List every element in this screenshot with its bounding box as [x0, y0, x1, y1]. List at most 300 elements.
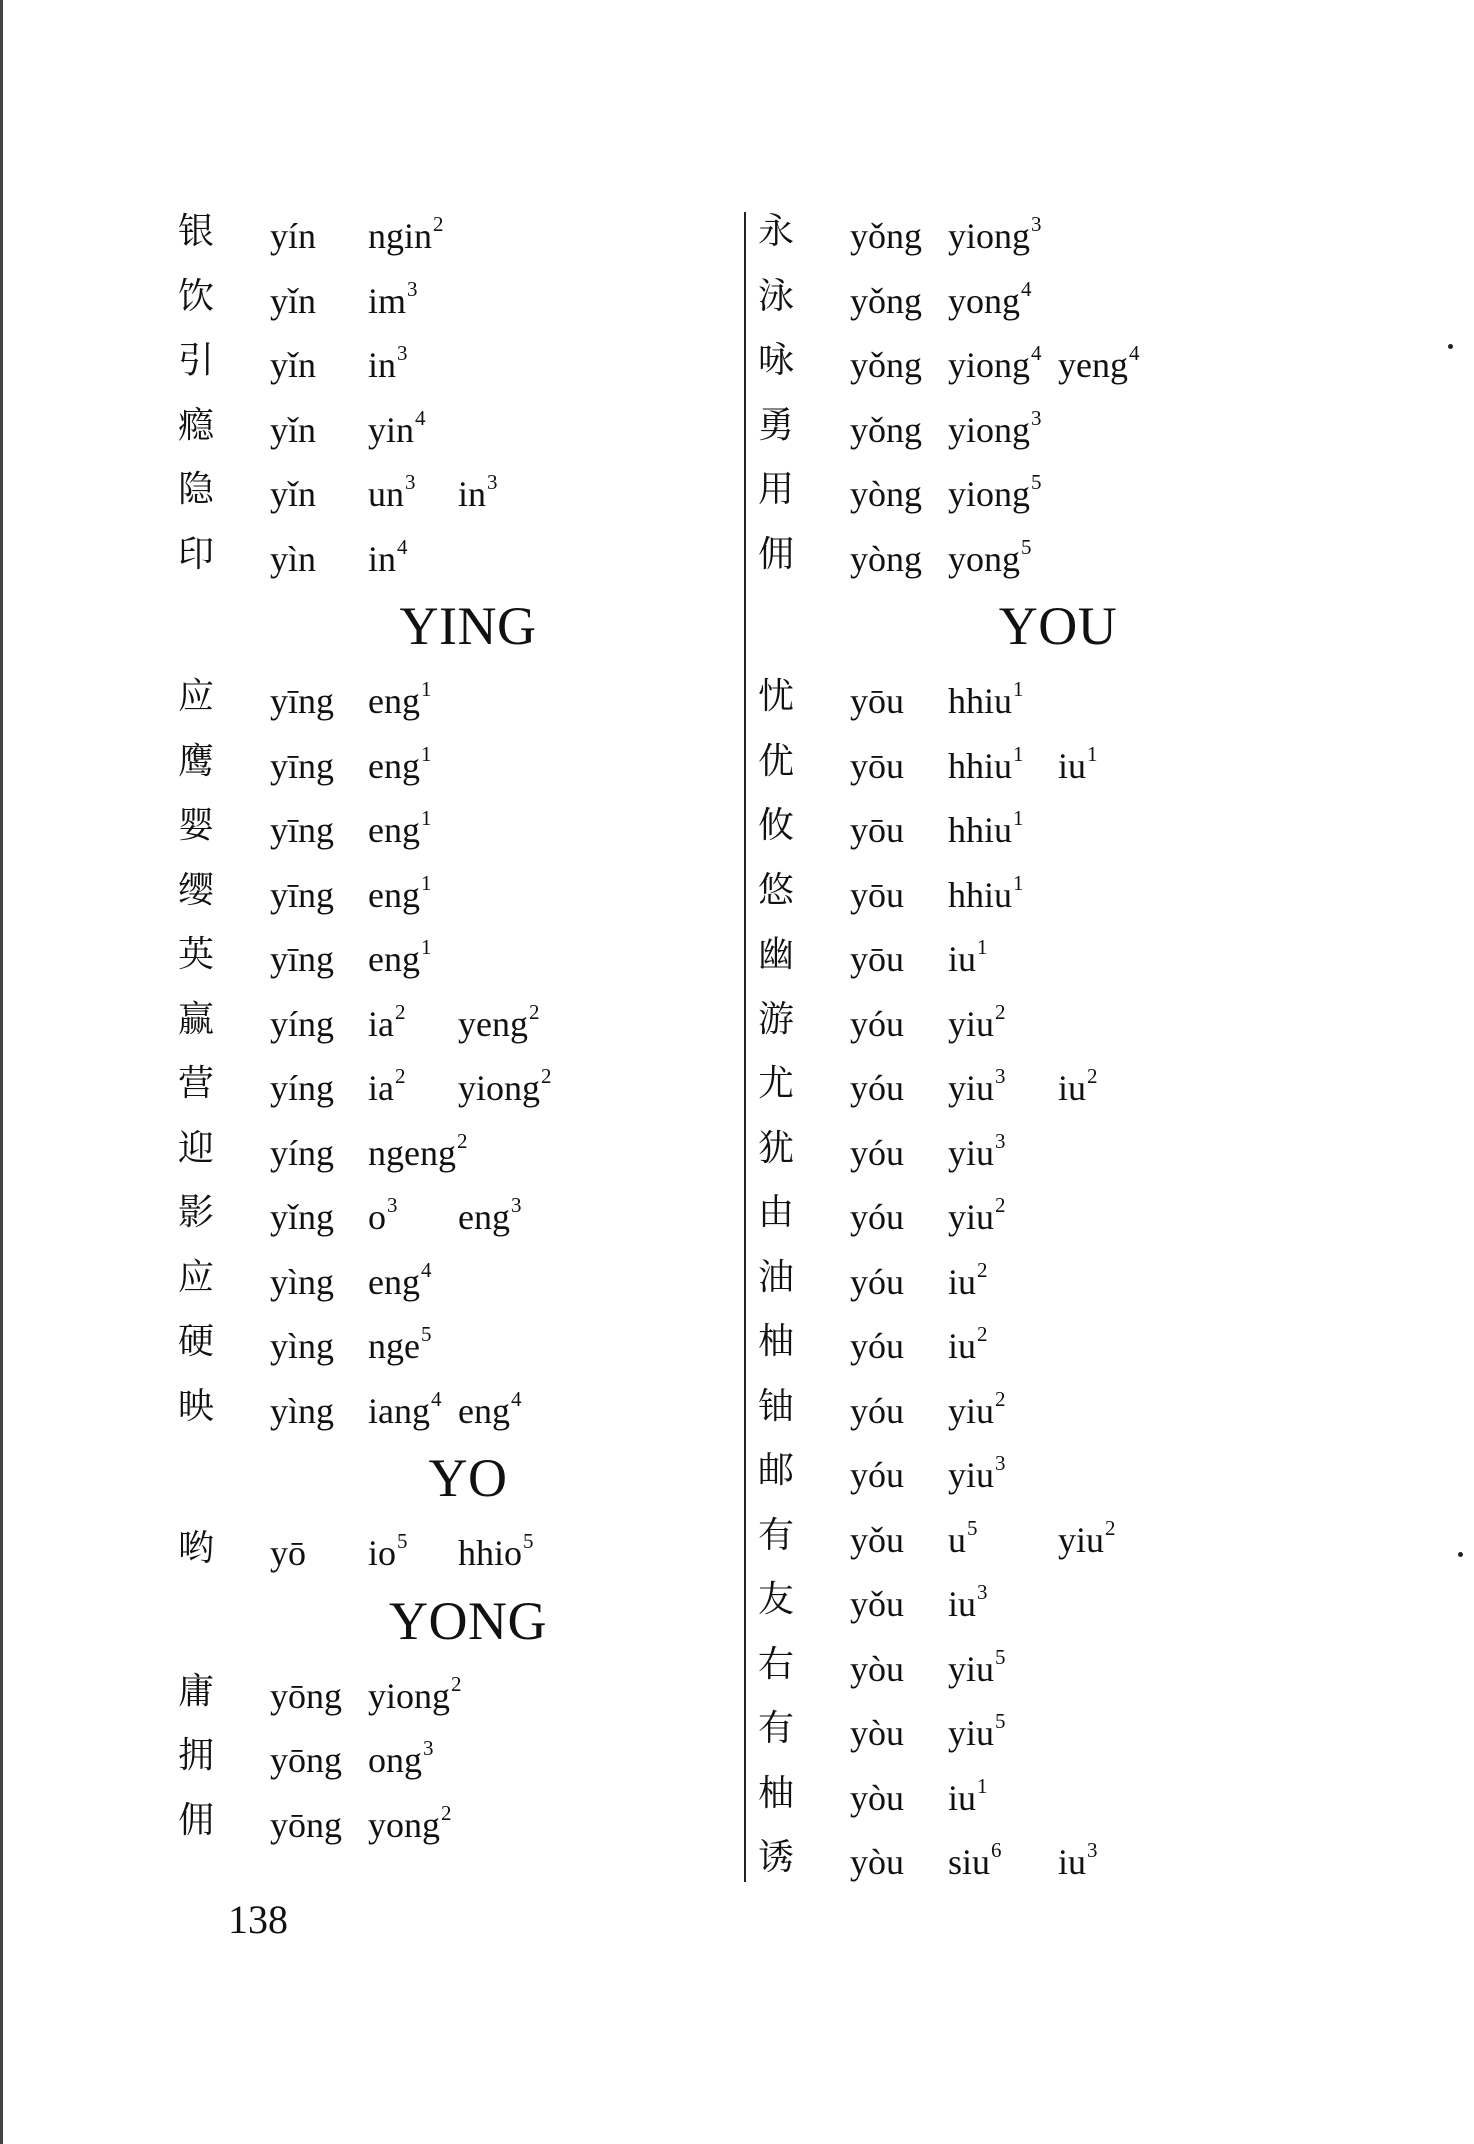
dictionary-entry — [758, 1762, 1318, 1827]
entry-dialect-reading — [1058, 1515, 1116, 1567]
reading-tone: 2 — [528, 999, 540, 1024]
dictionary-entry — [178, 1052, 718, 1117]
reading-text: ngeng — [368, 1132, 456, 1173]
dictionary-entry — [758, 988, 1318, 1053]
reading-text: yeng — [458, 1003, 528, 1044]
dictionary-entry — [758, 859, 1318, 924]
entry-dialect-reading — [948, 405, 1042, 457]
reading-tone: 5 — [995, 1644, 1006, 1669]
entry-dialect-reading — [948, 1066, 1006, 1115]
dictionary-entry — [178, 394, 718, 459]
reading-tone: 1 — [420, 677, 432, 701]
entry-pinyin: yō — [270, 1533, 306, 1573]
entry-pinyin: yìng — [270, 1326, 335, 1366]
reading-tone: 1 — [420, 870, 432, 895]
entry-dialect-reading — [458, 1195, 521, 1244]
dictionary-entry — [758, 1246, 1318, 1311]
entry-dialect-reading — [368, 679, 431, 728]
reading-tone: 3 — [995, 1128, 1006, 1153]
entry-pinyin: yǐn — [270, 409, 317, 450]
entry-character: 有 — [758, 1514, 795, 1556]
reading-text: yiong — [948, 345, 1031, 385]
reading-tone: 2 — [451, 1671, 462, 1696]
dictionary-entry — [178, 265, 718, 330]
entry-pinyin: yòng — [850, 538, 922, 579]
entry-dialect-reading — [368, 808, 431, 857]
reading-tone: 5 — [995, 1709, 1006, 1733]
reading-text: eng — [368, 874, 420, 915]
page-number: 138 — [228, 1897, 288, 1942]
entry-dialect-reading — [368, 1257, 432, 1309]
dictionary-entry — [178, 859, 718, 924]
reading-text: yiu — [948, 1713, 995, 1753]
entry-character: 硬 — [178, 1321, 215, 1362]
entry-pinyin: yǐn — [270, 345, 317, 385]
entry-pinyin: yǒu — [850, 1519, 904, 1560]
dictionary-entry — [178, 1181, 718, 1246]
reading-text: siu — [948, 1842, 991, 1882]
entry-dialect-reading — [948, 214, 1042, 263]
entry-character: 迎 — [178, 1127, 215, 1169]
reading-text: yong — [948, 280, 1020, 321]
entry-character: 铀 — [758, 1385, 795, 1427]
entry-character: 泳 — [758, 275, 795, 317]
reading-tone: 4 — [1031, 341, 1042, 365]
entry-pinyin: yíng — [270, 1003, 335, 1044]
reading-tone: 2 — [541, 1064, 552, 1088]
reading-tone: 4 — [1128, 341, 1140, 365]
entry-character: 佣 — [758, 533, 795, 575]
entry-dialect-reading — [948, 343, 1042, 392]
entry-dialect-reading — [368, 1738, 434, 1787]
dictionary-entry — [758, 1375, 1318, 1440]
entry-character: 攸 — [758, 805, 795, 846]
entry-dialect-reading — [368, 405, 426, 457]
reading-text: o — [368, 1197, 386, 1237]
reading-tone: 3 — [487, 470, 498, 494]
dictionary-entry — [758, 1310, 1318, 1375]
entry-character: 由 — [758, 1192, 795, 1233]
entry-pinyin: yìng — [270, 1390, 335, 1431]
entry-pinyin: yīng — [270, 745, 335, 786]
reading-tone: 1 — [1013, 677, 1024, 701]
entry-character: 鹰 — [178, 740, 215, 782]
entry-dialect-reading — [458, 1386, 522, 1438]
entry-character: 庸 — [178, 1670, 215, 1712]
reading-tone: 1 — [420, 806, 432, 830]
entry-pinyin: yóu — [850, 1003, 904, 1044]
dictionary-entry — [758, 1697, 1318, 1762]
reading-tone: 2 — [1087, 1064, 1098, 1088]
entry-dialect-reading — [948, 679, 1024, 728]
entry-character: 引 — [178, 340, 215, 381]
entry-dialect-reading — [458, 1531, 534, 1580]
dictionary-entry — [178, 1310, 718, 1375]
reading-tone: 2 — [977, 1322, 988, 1346]
entry-pinyin: yòu — [850, 1777, 904, 1818]
reading-text: eng — [458, 1197, 510, 1237]
reading-tone: 4 — [430, 1386, 442, 1411]
reading-text: hhiu — [948, 810, 1013, 850]
entry-pinyin: yóu — [850, 1197, 904, 1237]
entry-character: 柚 — [758, 1321, 795, 1362]
dictionary-entry — [758, 1568, 1318, 1633]
reading-tone: 3 — [387, 1193, 398, 1217]
entry-pinyin: yōng — [270, 1740, 342, 1780]
reading-text: iu — [948, 1261, 977, 1302]
entry-pinyin: yòng — [850, 474, 922, 514]
reading-text: in — [368, 345, 397, 385]
entry-dialect-reading — [458, 472, 498, 521]
reading-tone: 1 — [977, 1773, 988, 1798]
dictionary-entry — [758, 1181, 1318, 1246]
entry-dialect-reading — [948, 1582, 988, 1631]
entry-pinyin: yóu — [850, 1132, 904, 1173]
entry-pinyin: yǐng — [270, 1197, 335, 1237]
entry-character: 优 — [758, 740, 795, 782]
entry-pinyin: yòu — [850, 1648, 904, 1689]
reading-text: in — [368, 538, 397, 579]
reading-tone: 3 — [510, 1193, 522, 1217]
reading-text: iu — [948, 1584, 977, 1624]
entry-pinyin: yīng — [270, 681, 335, 721]
entry-dialect-reading — [948, 472, 1042, 521]
reading-text: iu — [948, 1326, 977, 1366]
entry-character: 佣 — [178, 1799, 215, 1841]
entry-pinyin: yóu — [850, 1390, 904, 1431]
dictionary-entry — [758, 1052, 1318, 1117]
entry-pinyin: yīng — [270, 874, 335, 915]
entry-character: 邮 — [758, 1450, 795, 1491]
reading-text: ong — [368, 1740, 422, 1780]
entry-dialect-reading — [948, 1773, 988, 1825]
reading-text: yiu — [1058, 1519, 1105, 1560]
entry-dialect-reading — [368, 999, 406, 1051]
reading-text: un — [368, 474, 404, 514]
entry-character: 营 — [178, 1063, 215, 1104]
reading-tone: 5 — [1031, 470, 1042, 494]
reading-tone: 1 — [1087, 741, 1098, 766]
entry-character: 银 — [178, 211, 215, 252]
entry-character: 忧 — [758, 676, 795, 717]
entry-dialect-reading — [948, 870, 1024, 922]
reading-text: iu — [1058, 1842, 1087, 1882]
entry-pinyin: yīng — [270, 810, 335, 850]
dictionary-entry — [758, 1439, 1318, 1504]
left-column — [178, 200, 718, 1853]
entry-character: 诱 — [758, 1837, 795, 1878]
reading-tone: 4 — [397, 534, 408, 559]
entry-character: 影 — [178, 1192, 215, 1233]
dictionary-entry — [758, 730, 1318, 795]
entry-pinyin: yóu — [850, 1261, 904, 1302]
reading-tone: 3 — [977, 1580, 988, 1604]
scan-speck — [1458, 1552, 1463, 1557]
reading-tone: 3 — [405, 470, 416, 494]
reading-text: iu — [1058, 1068, 1087, 1108]
entry-pinyin: yōng — [270, 1675, 342, 1716]
dictionary-entry — [758, 665, 1318, 730]
entry-pinyin: yòu — [850, 1842, 904, 1882]
entry-dialect-reading — [458, 1066, 552, 1115]
entry-pinyin: yōng — [270, 1804, 342, 1845]
reading-tone: 3 — [1031, 212, 1042, 236]
entry-dialect-reading — [948, 276, 1032, 328]
entry-character: 用 — [758, 469, 795, 510]
scan-speck — [1448, 344, 1453, 349]
reading-tone: 5 — [523, 1529, 534, 1553]
dictionary-entry — [178, 523, 718, 588]
reading-tone: 2 — [995, 999, 1006, 1024]
dictionary-entry — [178, 200, 718, 265]
reading-text: eng — [458, 1390, 510, 1431]
dictionary-entry — [758, 265, 1318, 330]
entry-dialect-reading — [368, 1531, 408, 1580]
reading-tone: 5 — [967, 1515, 978, 1540]
entry-dialect-reading — [948, 937, 988, 986]
reading-text: yeng — [1058, 345, 1128, 385]
reading-text: ia — [368, 1003, 394, 1044]
reading-text: yiu — [948, 1455, 995, 1495]
entry-pinyin: yìng — [270, 1261, 335, 1302]
entry-dialect-reading — [948, 1515, 978, 1567]
dictionary-entry — [758, 1826, 1318, 1891]
entry-character: 友 — [758, 1579, 795, 1620]
entry-character: 犹 — [758, 1127, 795, 1169]
dictionary-entry — [758, 458, 1318, 523]
dictionary-entry — [178, 794, 718, 859]
reading-tone: 5 — [420, 1322, 432, 1346]
entry-dialect-reading — [948, 1644, 1006, 1696]
reading-tone: 5 — [1021, 534, 1032, 559]
reading-tone: 2 — [995, 1193, 1006, 1217]
reading-tone: 3 — [995, 1064, 1006, 1088]
entry-dialect-reading — [948, 1386, 1006, 1438]
reading-text: iang — [368, 1390, 430, 1431]
dictionary-entry — [758, 923, 1318, 988]
reading-text: hhiu — [948, 745, 1013, 786]
entry-character: 尤 — [758, 1063, 795, 1104]
reading-text: yiu — [948, 1068, 995, 1108]
entry-pinyin: yíng — [270, 1132, 335, 1173]
reading-tone: 3 — [407, 276, 418, 301]
reading-tone: 3 — [1087, 1838, 1098, 1862]
reading-text: yiong — [948, 216, 1031, 256]
reading-text: eng — [368, 1261, 420, 1302]
entry-dialect-reading — [368, 1066, 405, 1115]
entry-character: 拥 — [178, 1735, 215, 1776]
reading-text: iu — [1058, 745, 1087, 786]
entry-dialect-reading — [368, 937, 431, 986]
entry-character: 婴 — [178, 805, 215, 846]
entry-character: 永 — [758, 211, 795, 252]
entry-pinyin: yǒu — [850, 1584, 904, 1624]
reading-text: io — [368, 1533, 397, 1573]
entry-dialect-reading — [948, 1128, 1006, 1180]
dictionary-entry — [178, 923, 718, 988]
dictionary-entry — [178, 458, 718, 523]
entry-character: 映 — [178, 1385, 215, 1427]
reading-tone: 3 — [397, 341, 408, 365]
entry-pinyin: yòu — [850, 1713, 904, 1753]
entry-character: 饮 — [178, 275, 215, 317]
reading-text: eng — [368, 745, 420, 786]
reading-text: iu — [948, 1777, 977, 1818]
entry-dialect-reading — [368, 534, 408, 586]
reading-tone: 6 — [991, 1838, 1002, 1862]
entry-dialect-reading — [948, 1195, 1006, 1244]
dictionary-entry — [758, 200, 1318, 265]
dictionary-entry — [758, 1633, 1318, 1698]
entry-pinyin: yōu — [850, 939, 904, 979]
entry-character: 英 — [178, 934, 215, 975]
entry-pinyin: yǒng — [850, 345, 922, 385]
entry-pinyin: yǒng — [850, 409, 922, 450]
dictionary-entry — [178, 1517, 718, 1582]
dictionary-entry — [178, 1724, 718, 1789]
entry-dialect-reading — [368, 1800, 452, 1852]
entry-dialect-reading — [368, 343, 408, 392]
reading-text: yong — [368, 1804, 440, 1845]
entry-dialect-reading — [368, 870, 432, 922]
entry-character: 咏 — [758, 340, 795, 381]
dictionary-entry — [178, 730, 718, 795]
entry-dialect-reading — [948, 741, 1024, 793]
reading-tone: 2 — [394, 999, 406, 1024]
reading-tone: 2 — [433, 212, 444, 236]
right-column — [758, 200, 1318, 1891]
reading-text: hhiu — [948, 874, 1013, 915]
entry-dialect-reading — [368, 276, 418, 328]
reading-tone: 4 — [420, 1257, 432, 1282]
reading-text: eng — [368, 681, 420, 721]
reading-tone: 4 — [415, 405, 426, 430]
entry-character: 瘾 — [178, 404, 215, 446]
entry-dialect-reading — [1058, 343, 1139, 392]
entry-pinyin: yōu — [850, 745, 904, 786]
reading-text: eng — [368, 939, 420, 979]
reading-tone: 1 — [977, 935, 988, 959]
entry-character: 有 — [758, 1708, 795, 1749]
entry-dialect-reading — [368, 1671, 462, 1723]
entry-dialect-reading — [948, 1711, 1006, 1760]
reading-text: hhiu — [948, 681, 1013, 721]
entry-dialect-reading — [948, 1840, 1002, 1889]
reading-text: iu — [948, 939, 977, 979]
dictionary-entry — [758, 1117, 1318, 1182]
section-heading: YING — [399, 596, 537, 656]
reading-text: yin — [368, 409, 415, 450]
entry-dialect-reading — [458, 999, 540, 1051]
reading-text: yiong — [948, 474, 1031, 514]
reading-text: ia — [368, 1068, 394, 1108]
reading-text: eng — [368, 810, 420, 850]
entry-character: 缨 — [178, 869, 215, 911]
dictionary-entry — [178, 1375, 718, 1440]
reading-tone: 3 — [995, 1451, 1006, 1475]
entry-character: 悠 — [758, 869, 795, 911]
reading-tone: 5 — [397, 1529, 408, 1553]
reading-tone: 1 — [1013, 870, 1024, 895]
entry-dialect-reading — [368, 214, 444, 263]
reading-tone: 2 — [995, 1386, 1006, 1411]
reading-tone: 2 — [394, 1064, 406, 1088]
entry-pinyin: yóu — [850, 1326, 904, 1366]
entry-pinyin: yīng — [270, 939, 335, 979]
dictionary-entry — [178, 329, 718, 394]
section-heading: YOU — [998, 596, 1118, 656]
reading-tone: 1 — [1013, 806, 1024, 830]
reading-text: yiu — [948, 1132, 995, 1173]
entry-pinyin: yǐn — [270, 474, 317, 514]
reading-tone: 2 — [441, 1800, 452, 1825]
entry-character: 勇 — [758, 404, 795, 446]
reading-tone: 1 — [420, 741, 432, 766]
reading-text: yiong — [368, 1675, 451, 1716]
dictionary-entry — [178, 665, 718, 730]
dictionary-entry — [178, 1789, 718, 1854]
entry-dialect-reading — [1058, 1840, 1098, 1889]
dictionary-entry — [758, 1504, 1318, 1569]
reading-tone: 1 — [420, 935, 432, 959]
entry-character: 应 — [178, 676, 215, 717]
reading-tone: 3 — [1031, 405, 1042, 430]
reading-text: yiong — [948, 409, 1031, 450]
entry-pinyin: yóu — [850, 1455, 904, 1495]
entry-pinyin: yǒng — [850, 216, 922, 256]
reading-tone: 1 — [1013, 741, 1024, 766]
entry-character: 应 — [178, 1256, 215, 1298]
entry-dialect-reading — [368, 1324, 431, 1373]
entry-pinyin: yín — [270, 216, 317, 256]
dictionary-entry — [758, 394, 1318, 459]
entry-dialect-reading — [368, 1128, 468, 1180]
reading-text: yong — [948, 538, 1020, 579]
entry-dialect-reading — [948, 1324, 988, 1373]
entry-character: 印 — [178, 533, 215, 575]
reading-text: yiu — [948, 1390, 995, 1431]
entry-pinyin: yíng — [270, 1068, 335, 1108]
reading-text: ngin — [368, 216, 433, 256]
reading-tone: 2 — [1105, 1515, 1116, 1540]
reading-tone: 2 — [456, 1128, 468, 1153]
entry-pinyin: yōu — [850, 681, 904, 721]
reading-text: hhio — [458, 1533, 523, 1573]
entry-character: 隐 — [178, 469, 215, 510]
reading-text: yiu — [948, 1003, 995, 1044]
dictionary-entry — [758, 794, 1318, 859]
reading-text: yiu — [948, 1648, 995, 1689]
entry-character: 右 — [758, 1643, 795, 1685]
entry-character: 哟 — [178, 1528, 215, 1569]
dictionary-entry — [758, 329, 1318, 394]
dictionary-entry — [758, 523, 1318, 588]
entry-pinyin: yìn — [270, 538, 317, 579]
column-divider — [744, 212, 746, 1882]
section-heading: YO — [428, 1448, 508, 1508]
entry-dialect-reading — [368, 472, 416, 521]
entry-dialect-reading — [1058, 741, 1098, 793]
entry-pinyin: yōu — [850, 874, 904, 915]
entry-dialect-reading — [1058, 1066, 1098, 1115]
reading-text: nge — [368, 1326, 420, 1366]
reading-text: im — [368, 280, 407, 321]
reading-text: in — [458, 474, 487, 514]
entry-character: 幽 — [758, 934, 795, 975]
entry-pinyin: yōu — [850, 810, 904, 850]
reading-tone: 2 — [977, 1257, 988, 1282]
reading-tone: 4 — [1021, 276, 1032, 301]
